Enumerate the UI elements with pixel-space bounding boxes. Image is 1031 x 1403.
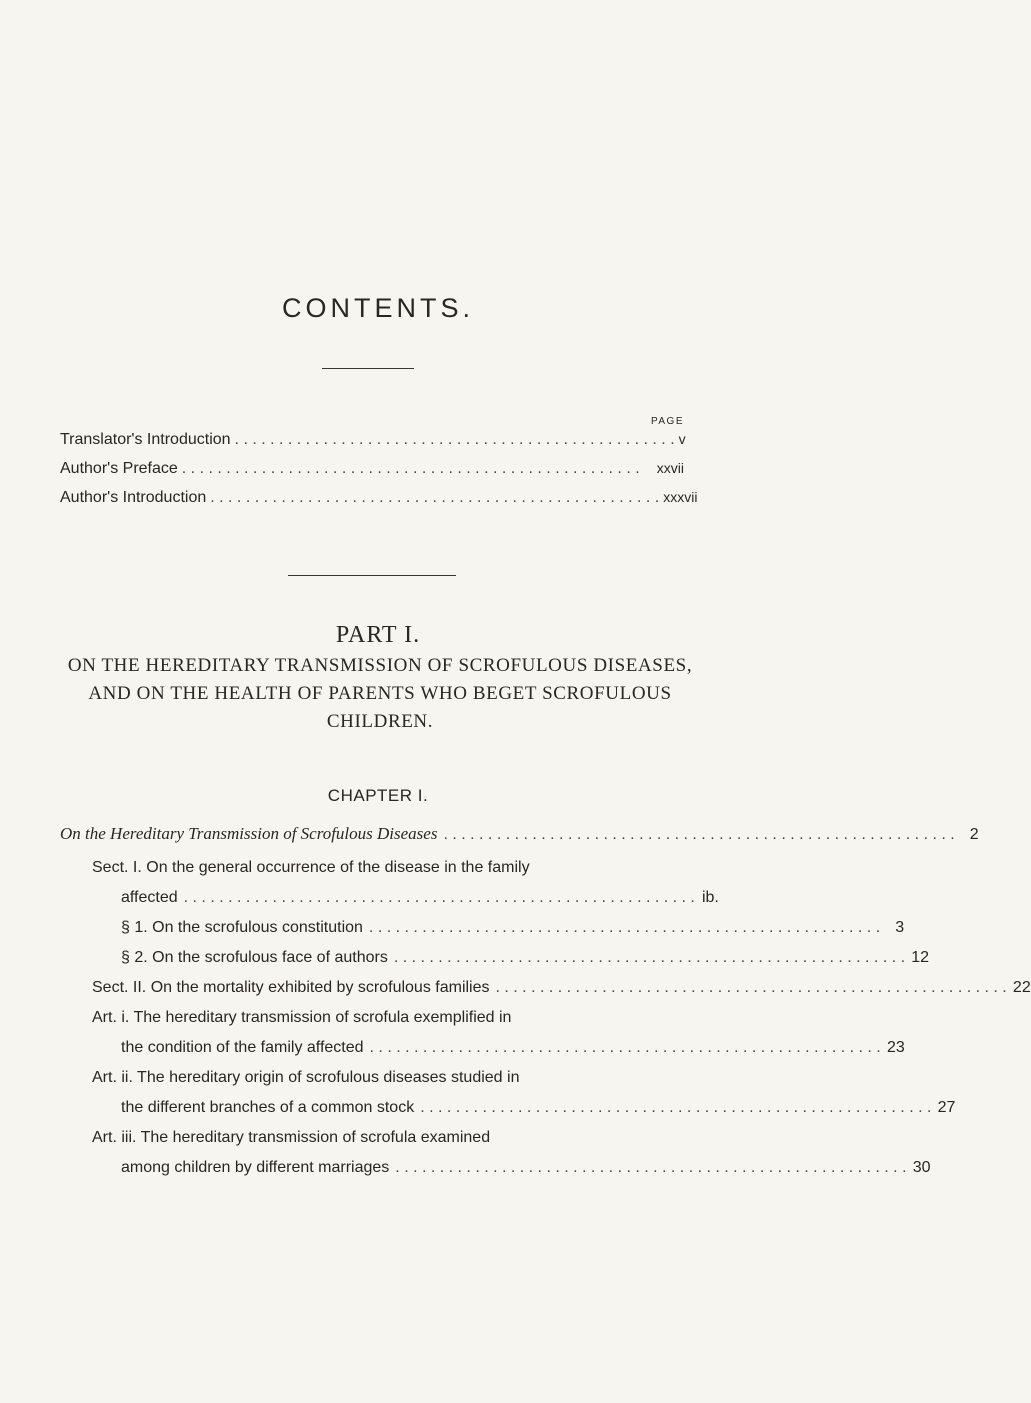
- leader-dots: . . . . . . . . . . . . . . . . . . . . . . . . . . . . . . . . . . . . . . . . . . . . . . . . . . . . . . . . . .: [393, 949, 906, 966]
- entry-page-number: 27: [937, 1099, 956, 1116]
- section-rule: [288, 575, 456, 576]
- entry-page-number: xxvii: [656, 460, 684, 476]
- leader-dots: . . . . . . . . . . . . . . . . . . . . . . . . . . . . . . . . . . . . . . . . . . . . . . . . . . . . . . . . . .: [443, 826, 955, 843]
- entry-label: Translator's Introduction: [60, 431, 231, 448]
- chapter-title: CHAPTER I.: [327, 786, 429, 805]
- leader-dots: . . . . . . . . . . . . . . . . . . . . . . . . . . . . . . . . . . . . . . . . . . . . . . . . . . . . . . . . . .: [369, 1039, 881, 1056]
- title-rule: [322, 368, 414, 369]
- leader-dots: . . . . . . . . . . . . . . . . . . . . . . . . . . . . . . . . . . . . . . . . . . . . . . . . . . .: [210, 489, 660, 506]
- entry-page-number: 23: [886, 1039, 905, 1056]
- entry-page-number: v: [678, 431, 686, 447]
- leader-dots: . . . . . . . . . . . . . . . . . . . . . . . . . . . . . . . . . . . . . . . . . . . . . . . . . .: [234, 431, 675, 448]
- front-matter-entry-preface: [60, 460, 684, 484]
- toc-entry: [121, 919, 905, 949]
- entry-label: On the Hereditary Transmission of Scrofulous Diseases: [60, 824, 438, 843]
- entry-page-number: 3: [895, 919, 905, 936]
- front-matter-entry-translator: [60, 431, 684, 455]
- front-matter-entry-introduction: [60, 489, 698, 513]
- part-subtitle: ON THE HEREDITARY TRANSMISSION OF SCROFULOUS DISEASES, AND ON THE HEALTH OF PARENTS WHO BEGET SCROFULOUS CHILDREN.: [67, 655, 693, 732]
- entry-label: Author's Preface: [60, 460, 178, 477]
- part-title: PART I.: [335, 622, 421, 648]
- leader-dots: . . . . . . . . . . . . . . . . . . . . . . . . . . . . . . . . . . . . . . . . . . . . . . . . . . . . . . . . . .: [395, 1159, 907, 1176]
- toc-entry: [92, 979, 1031, 1009]
- entry-label: the condition of the family affected: [121, 1039, 364, 1056]
- toc-entry: [121, 949, 930, 979]
- leader-dots: . . . . . . . . . . . . . . . . . . . . . . . . . . . . . . . . . . . . . . . . . . . . . . . . . . . . . . . . . .: [495, 979, 1007, 996]
- entry-label: among children by different marriages: [121, 1159, 390, 1176]
- entry-page-number: ib.: [701, 889, 719, 906]
- chapter-heading-entry: [60, 824, 979, 854]
- toc-entry-line: Sect. I. On the general occurrence of the disease in the family: [92, 859, 530, 876]
- leader-dots: . . . . . . . . . . . . . . . . . . . . . . . . . . . . . . . . . . . . . . . . . . . . . . . . . . . . . . . . . .: [420, 1099, 932, 1116]
- entry-page-number: 22: [1012, 979, 1031, 996]
- entry-label: affected: [121, 889, 178, 906]
- toc-entry: [121, 1159, 931, 1189]
- toc-entry: [121, 1099, 956, 1129]
- entry-label: Sect. II. On the mortality exhibited by scrofulous families: [92, 979, 490, 996]
- page-title: CONTENTS.: [281, 293, 474, 323]
- entry-label: § 2. On the scrofulous face of authors: [121, 949, 388, 966]
- toc-entry: [121, 889, 719, 919]
- entry-label: Author's Introduction: [60, 489, 207, 506]
- entry-page-number: 12: [911, 949, 930, 966]
- page-column-label: PAGE: [650, 416, 684, 427]
- leader-dots: . . . . . . . . . . . . . . . . . . . . . . . . . . . . . . . . . . . . . . . . . . . . . . . . . . . .: [181, 460, 640, 477]
- entry-page-number: xxxvii: [663, 489, 698, 505]
- toc-entry-line: Art. ii. The hereditary origin of scrofulous diseases studied in: [92, 1069, 520, 1086]
- entry-page-number: 30: [912, 1159, 931, 1176]
- entry-label: the different branches of a common stock: [121, 1099, 415, 1116]
- toc-entry-line: Art. iii. The hereditary transmission of scrofula examined: [92, 1129, 491, 1146]
- entry-label: § 1. On the scrofulous constitution: [121, 919, 363, 936]
- toc-entry: [121, 1039, 905, 1069]
- leader-dots: . . . . . . . . . . . . . . . . . . . . . . . . . . . . . . . . . . . . . . . . . . . . . . . . . . . . . . . . . .: [183, 889, 695, 906]
- toc-entry-line: Art. i. The hereditary transmission of scrofula exemplified in: [92, 1009, 512, 1026]
- entry-page-number: 2: [969, 826, 979, 843]
- leader-dots: . . . . . . . . . . . . . . . . . . . . . . . . . . . . . . . . . . . . . . . . . . . . . . . . . . . . . . . . . .: [368, 919, 881, 936]
